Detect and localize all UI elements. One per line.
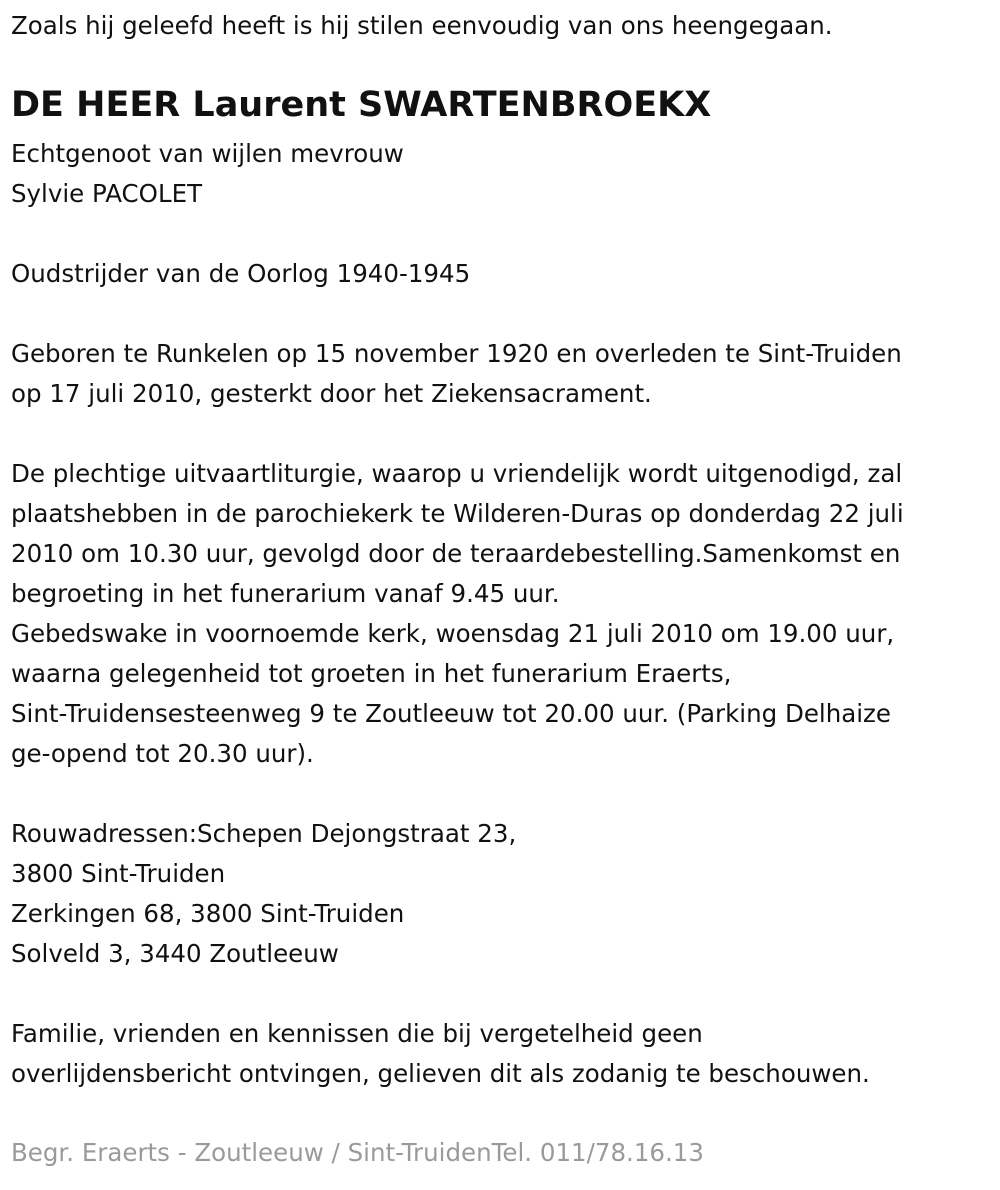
addresses-block — [11, 814, 516, 974]
ceremony-line: Sint-Truidensesteenweg 9 te Zoutleeuw tot 20.00 uur. (Parking Delhaize — [11, 699, 891, 728]
ceremony-line: begroeting in het funerarium vanaf 9.45 uur. — [11, 579, 560, 608]
spouse-block — [11, 134, 404, 214]
intro-text: Zoals hij geleefd heeft is hij stilen eenvoudig van ons heengegaan. — [11, 11, 833, 40]
birth-death-block — [11, 334, 902, 414]
funeral-home-footer: Begr. Eraerts - Zoutleeuw / Sint-TruidenTel. 011/78.16.13 — [11, 1138, 704, 1167]
birth-death-line: op 17 juli 2010, gesterkt door het Ziekensacrament. — [11, 379, 652, 408]
birth-death-line: Geboren te Runkelen op 15 november 1920 en overleden te Sint-Truiden — [11, 339, 902, 368]
ceremony-line: ge-opend tot 20.30 uur). — [11, 739, 314, 768]
ceremony-line: 2010 om 10.30 uur, gevolgd door de teraardebestelling.Samenkomst en — [11, 539, 901, 568]
ceremony-line: Gebedswake in voornoemde kerk, woensdag 21 juli 2010 om 19.00 uur, — [11, 619, 895, 648]
ceremony-block — [11, 454, 904, 774]
address-line: Solveld 3, 3440 Zoutleeuw — [11, 939, 339, 968]
closing-block — [11, 1014, 870, 1094]
address-line: Rouwadressen:Schepen Dejongstraat 23, — [11, 819, 517, 848]
ceremony-line: plaatshebben in de parochiekerk te Wilderen-Duras op donderdag 22 juli — [11, 499, 904, 528]
veteran-block — [11, 254, 470, 294]
closing-line: Familie, vrienden en kennissen die bij vergetelheid geen — [11, 1019, 703, 1048]
deceased-name: DE HEER Laurent SWARTENBROEKX — [11, 85, 712, 125]
ceremony-line: waarna gelegenheid tot groeten in het funerarium Eraerts, — [11, 659, 732, 688]
ceremony-line: De plechtige uitvaartliturgie, waarop u vriendelijk wordt uitgenodigd, zal — [11, 459, 903, 488]
address-line: 3800 Sint-Truiden — [11, 859, 226, 888]
address-line: Zerkingen 68, 3800 Sint-Truiden — [11, 899, 405, 928]
spouse-name: Sylvie PACOLET — [11, 179, 203, 208]
closing-line: overlijdensbericht ontvingen, gelieven dit als zodanig te beschouwen. — [11, 1059, 870, 1088]
veteran-text: Oudstrijder van de Oorlog 1940-1945 — [11, 259, 471, 288]
spouse-line: Echtgenoot van wijlen mevrouw — [11, 139, 404, 168]
